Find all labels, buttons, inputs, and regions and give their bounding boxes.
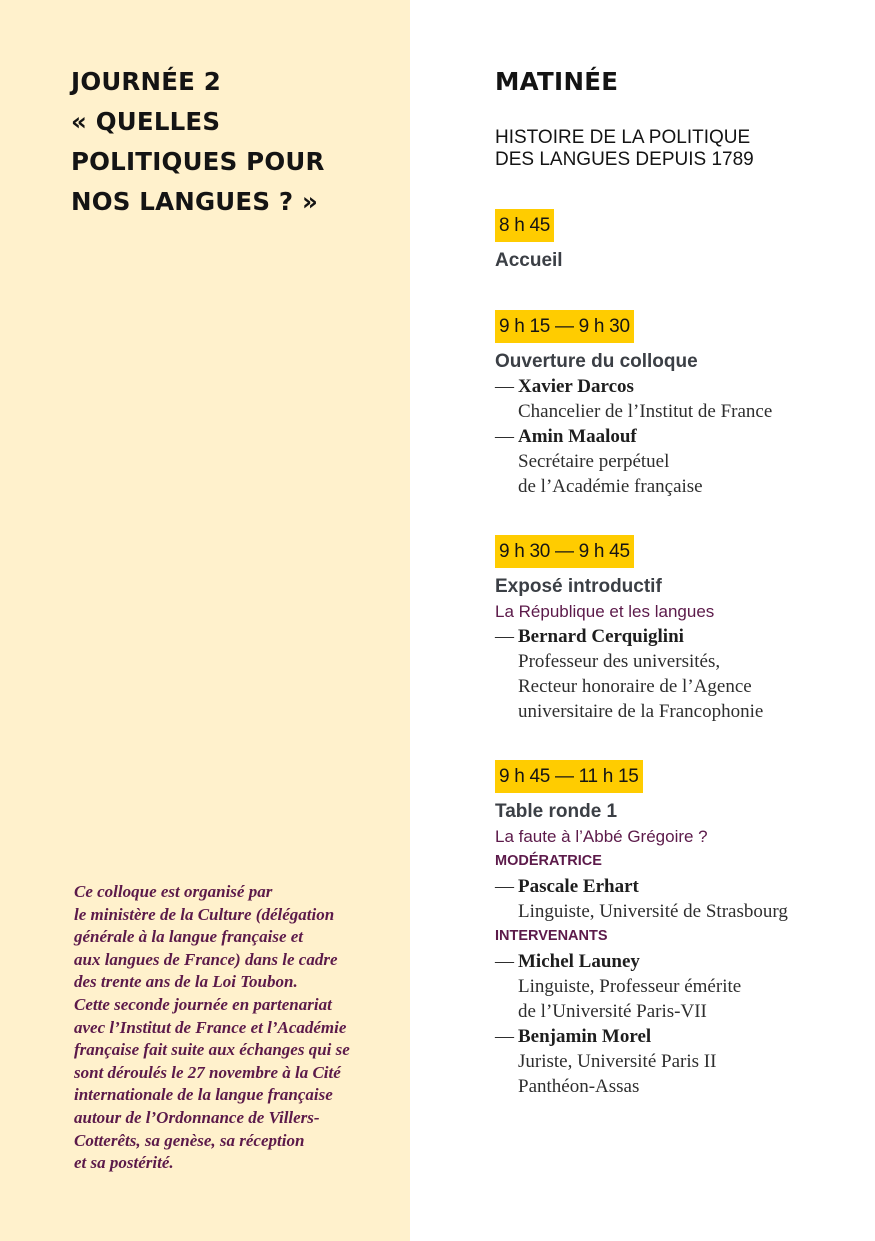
note-line: Cotterêts, sa genèse, sa réception [74,1130,305,1150]
dash: — [495,1026,514,1047]
session-heading: MATINÉE [495,67,619,96]
speaker-name: Bernard Cerquiglini [518,626,684,647]
program-item-round-table [495,760,865,1099]
speaker-title: Juriste, Université Paris II [518,1051,717,1072]
section-title-line: HISTOIRE DE LA POLITIQUE [495,127,751,148]
speaker-title: de l’Université Paris-VII [518,1001,707,1022]
dash: — [495,426,514,447]
note-line: internationale de la langue française [74,1085,333,1105]
speaker-name: Pascale Erhart [518,876,639,897]
dash: — [495,876,514,897]
speaker-entry [495,624,865,724]
speaker-entry [495,424,865,499]
item-label: Accueil [495,250,563,271]
speaker-entry [495,374,865,424]
note-line: autour de l’Ordonnance de Villers- [74,1107,320,1127]
speaker-title: universitaire de la Francophonie [518,701,764,722]
dash: — [495,626,514,647]
dash: — [495,951,514,972]
time-badge: 9 h 15 — 9 h 30 [495,310,634,343]
item-label: Exposé introductif [495,576,662,597]
section-title [495,127,754,171]
note-line: française fait suite aux échanges qui se [74,1040,350,1060]
item-label: Table ronde 1 [495,801,618,822]
speaker-title: Recteur honoraire de l’Agence [518,676,752,697]
speaker-name: Xavier Darcos [518,376,634,397]
item-label: Ouverture du colloque [495,351,698,372]
note-line: sont déroulés le 27 novembre à la Cité [74,1062,341,1082]
speaker-entry [495,949,865,1024]
speaker-name: Michel Launey [518,951,640,972]
day-title-line: POLITIQUES POUR [71,147,325,176]
speakers-label: INTERVENANTS [495,928,608,944]
dash: — [495,376,514,397]
time-badge: 9 h 45 — 11 h 15 [495,760,643,793]
program-item-introduction [495,535,865,724]
item-subtitle: La République et les langues [495,602,715,621]
section-title-line: DES LANGUES DEPUIS 1789 [495,149,754,170]
left-panel [0,0,410,1241]
note-line: des trente ans de la Loi Toubon. [74,972,298,992]
note-line: le ministère de la Culture (délégation [74,904,335,924]
speaker-title: Chancelier de l’Institut de France [518,401,773,422]
speaker-entry [495,1024,865,1099]
time-badge: 8 h 45 [495,209,554,242]
day-title-line: « QUELLES [71,107,221,136]
day-title [71,62,391,222]
note-line: Cette seconde journée en partenariat [74,994,332,1014]
organizer-note [74,881,394,1175]
note-line: avec l’Institut de France et l’Académie [74,1017,347,1037]
speaker-name: Amin Maalouf [518,426,637,447]
time-badge: 9 h 30 — 9 h 45 [495,535,634,568]
program-item-opening [495,310,865,499]
speaker-title: de l’Académie française [518,476,703,497]
note-line: aux langues de France) dans le cadre [74,949,338,969]
speaker-title: Panthéon-Assas [518,1076,640,1097]
moderator-entry [495,874,865,924]
speaker-title: Linguiste, Université de Strasbourg [518,901,788,922]
speaker-title: Linguiste, Professeur émérite [518,976,742,997]
note-line: générale à la langue française et [74,927,304,947]
day-title-line: NOS LANGUES ? » [71,187,319,216]
speaker-name: Benjamin Morel [518,1026,652,1047]
program-item-welcome [495,209,865,273]
speaker-title: Professeur des universités, [518,651,721,672]
note-line: Ce colloque est organisé par [74,882,273,901]
note-line: et sa postérité. [74,1153,174,1173]
day-title-line: JOURNÉE 2 [71,67,222,96]
item-subtitle: La faute à l’Abbé Grégoire ? [495,827,708,846]
speaker-title: Secrétaire perpétuel [518,451,670,472]
moderator-label: MODÉRATRICE [495,853,602,869]
